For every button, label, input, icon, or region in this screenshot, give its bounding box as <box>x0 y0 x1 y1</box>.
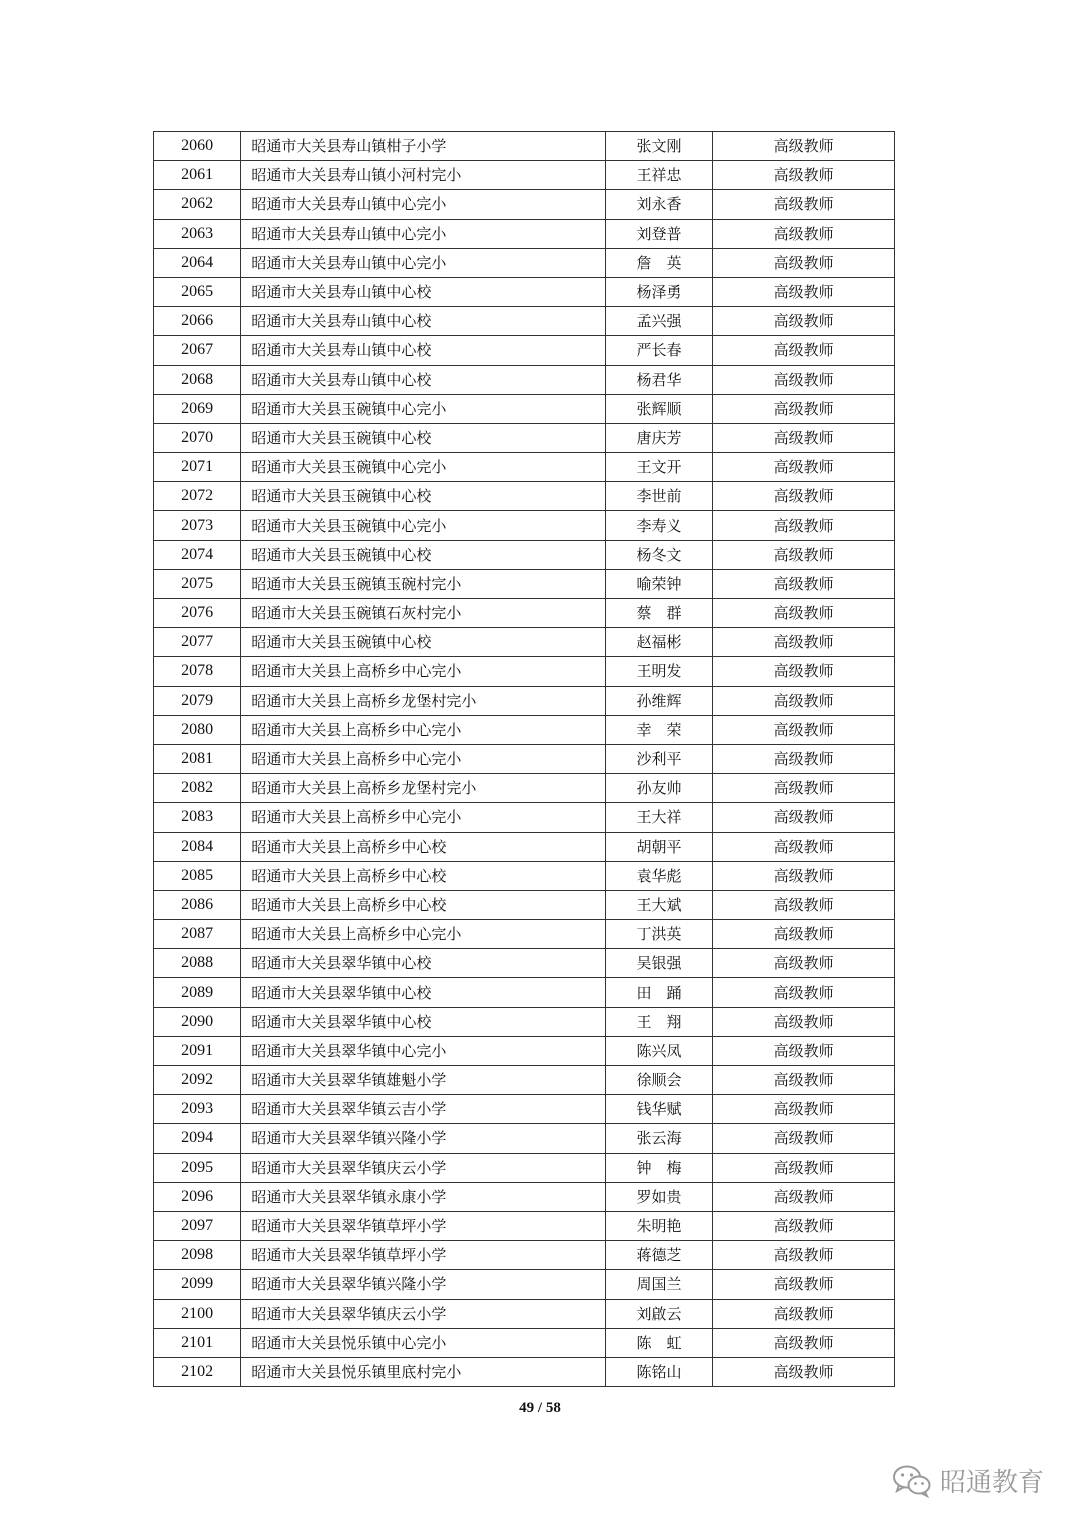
row-number-cell: 2077 <box>154 628 241 657</box>
table-row <box>154 394 895 423</box>
job-title-cell: 高级教师 <box>713 248 895 277</box>
teacher-name-cell: 王明发 <box>605 657 712 686</box>
row-number-cell: 2100 <box>154 1299 241 1328</box>
job-title-cell: 高级教师 <box>713 1153 895 1182</box>
school-cell: 昭通市大关县翠华镇草坪小学 <box>241 1211 605 1240</box>
job-title-cell: 高级教师 <box>713 1066 895 1095</box>
school-cell: 昭通市大关县寿山镇小河村完小 <box>241 161 605 190</box>
job-title-cell: 高级教师 <box>713 1299 895 1328</box>
job-title-cell: 高级教师 <box>713 569 895 598</box>
school-cell: 昭通市大关县玉碗镇中心完小 <box>241 394 605 423</box>
school-cell: 昭通市大关县寿山镇中心完小 <box>241 219 605 248</box>
row-number-cell: 2061 <box>154 161 241 190</box>
table-row <box>154 569 895 598</box>
table-row <box>154 453 895 482</box>
row-number-cell: 2081 <box>154 744 241 773</box>
row-number-cell: 2066 <box>154 307 241 336</box>
table-row <box>154 1007 895 1036</box>
teacher-name-cell: 罗如贵 <box>605 1182 712 1211</box>
job-title-cell: 高级教师 <box>713 949 895 978</box>
row-number-cell: 2090 <box>154 1007 241 1036</box>
row-number-cell: 2091 <box>154 1036 241 1065</box>
teacher-name-cell: 丁洪英 <box>605 920 712 949</box>
teacher-name-cell: 王文开 <box>605 453 712 482</box>
job-title-cell: 高级教师 <box>713 511 895 540</box>
table-row <box>154 1124 895 1153</box>
page-number: 49 / 58 <box>519 1400 561 1416</box>
table-row <box>154 744 895 773</box>
teacher-name-cell: 钱华赋 <box>605 1095 712 1124</box>
school-cell: 昭通市大关县上高桥乡中心完小 <box>241 803 605 832</box>
table-row <box>154 1153 895 1182</box>
school-cell: 昭通市大关县翠华镇兴隆小学 <box>241 1124 605 1153</box>
school-cell: 昭通市大关县翠华镇雄魁小学 <box>241 1066 605 1095</box>
row-number-cell: 2080 <box>154 715 241 744</box>
table-row <box>154 132 895 161</box>
roster-body <box>154 132 895 1387</box>
job-title-cell: 高级教师 <box>713 1211 895 1240</box>
table-row <box>154 307 895 336</box>
teacher-name-cell: 钟 梅 <box>605 1153 712 1182</box>
row-number-cell: 2098 <box>154 1241 241 1270</box>
job-title-cell: 高级教师 <box>713 686 895 715</box>
teacher-name-cell: 张文刚 <box>605 132 712 161</box>
job-title-cell: 高级教师 <box>713 1124 895 1153</box>
job-title-cell: 高级教师 <box>713 1182 895 1211</box>
table-row <box>154 628 895 657</box>
table-row <box>154 861 895 890</box>
job-title-cell: 高级教师 <box>713 920 895 949</box>
school-cell: 昭通市大关县翠华镇庆云小学 <box>241 1299 605 1328</box>
row-number-cell: 2096 <box>154 1182 241 1211</box>
table-row <box>154 1299 895 1328</box>
teacher-name-cell: 刘啟云 <box>605 1299 712 1328</box>
teacher-name-cell: 赵福彬 <box>605 628 712 657</box>
row-number-cell: 2079 <box>154 686 241 715</box>
teacher-name-cell: 刘登普 <box>605 219 712 248</box>
teacher-name-cell: 王大祥 <box>605 803 712 832</box>
school-cell: 昭通市大关县上高桥乡龙堡村完小 <box>241 686 605 715</box>
teacher-name-cell: 吴银强 <box>605 949 712 978</box>
row-number-cell: 2075 <box>154 569 241 598</box>
school-cell: 昭通市大关县翠华镇云吉小学 <box>241 1095 605 1124</box>
wechat-icon <box>892 1464 932 1498</box>
row-number-cell: 2084 <box>154 832 241 861</box>
row-number-cell: 2060 <box>154 132 241 161</box>
row-number-cell: 2102 <box>154 1357 241 1386</box>
school-cell: 昭通市大关县玉碗镇中心校 <box>241 628 605 657</box>
table-row <box>154 715 895 744</box>
school-cell: 昭通市大关县上高桥乡中心完小 <box>241 657 605 686</box>
row-number-cell: 2071 <box>154 453 241 482</box>
job-title-cell: 高级教师 <box>713 1328 895 1357</box>
job-title-cell: 高级教师 <box>713 774 895 803</box>
school-cell: 昭通市大关县玉碗镇中心校 <box>241 423 605 452</box>
table-row <box>154 1357 895 1386</box>
row-number-cell: 2076 <box>154 599 241 628</box>
row-number-cell: 2083 <box>154 803 241 832</box>
row-number-cell: 2063 <box>154 219 241 248</box>
job-title-cell: 高级教师 <box>713 132 895 161</box>
teacher-name-cell: 李世前 <box>605 482 712 511</box>
school-cell: 昭通市大关县翠华镇兴隆小学 <box>241 1270 605 1299</box>
teacher-name-cell: 袁华彪 <box>605 861 712 890</box>
teacher-name-cell: 徐顺会 <box>605 1066 712 1095</box>
watermark <box>892 1462 1044 1499</box>
job-title-cell: 高级教师 <box>713 1036 895 1065</box>
teacher-name-cell: 张云海 <box>605 1124 712 1153</box>
teacher-name-cell: 杨君华 <box>605 365 712 394</box>
school-cell: 昭通市大关县玉碗镇中心完小 <box>241 511 605 540</box>
school-cell: 昭通市大关县寿山镇中心校 <box>241 277 605 306</box>
school-cell: 昭通市大关县玉碗镇中心校 <box>241 482 605 511</box>
table-row <box>154 365 895 394</box>
row-number-cell: 2082 <box>154 774 241 803</box>
table-row <box>154 890 895 919</box>
school-cell: 昭通市大关县翠华镇中心校 <box>241 978 605 1007</box>
job-title-cell: 高级教师 <box>713 628 895 657</box>
row-number-cell: 2097 <box>154 1211 241 1240</box>
table-row <box>154 1328 895 1357</box>
job-title-cell: 高级教师 <box>713 453 895 482</box>
teacher-name-cell: 田 踊 <box>605 978 712 1007</box>
teacher-name-cell: 孟兴强 <box>605 307 712 336</box>
school-cell: 昭通市大关县寿山镇中心校 <box>241 365 605 394</box>
school-cell: 昭通市大关县悦乐镇里底村完小 <box>241 1357 605 1386</box>
row-number-cell: 2088 <box>154 949 241 978</box>
job-title-cell: 高级教师 <box>713 803 895 832</box>
table-row <box>154 423 895 452</box>
job-title-cell: 高级教师 <box>713 482 895 511</box>
teacher-name-cell: 李寿义 <box>605 511 712 540</box>
job-title-cell: 高级教师 <box>713 1357 895 1386</box>
school-cell: 昭通市大关县寿山镇中心校 <box>241 336 605 365</box>
school-cell: 昭通市大关县玉碗镇中心校 <box>241 540 605 569</box>
table-row <box>154 1211 895 1240</box>
row-number-cell: 2070 <box>154 423 241 452</box>
table-row <box>154 511 895 540</box>
teacher-name-cell: 陈 虹 <box>605 1328 712 1357</box>
job-title-cell: 高级教师 <box>713 365 895 394</box>
school-cell: 昭通市大关县上高桥乡中心完小 <box>241 744 605 773</box>
row-number-cell: 2093 <box>154 1095 241 1124</box>
school-cell: 昭通市大关县上高桥乡中心完小 <box>241 715 605 744</box>
school-cell: 昭通市大关县翠华镇庆云小学 <box>241 1153 605 1182</box>
job-title-cell: 高级教师 <box>713 1007 895 1036</box>
teacher-name-cell: 喻荣钟 <box>605 569 712 598</box>
school-cell: 昭通市大关县玉碗镇石灰村完小 <box>241 599 605 628</box>
row-number-cell: 2072 <box>154 482 241 511</box>
job-title-cell: 高级教师 <box>713 423 895 452</box>
table-row <box>154 336 895 365</box>
job-title-cell: 高级教师 <box>713 219 895 248</box>
job-title-cell: 高级教师 <box>713 861 895 890</box>
job-title-cell: 高级教师 <box>713 744 895 773</box>
row-number-cell: 2078 <box>154 657 241 686</box>
teacher-name-cell: 幸 荣 <box>605 715 712 744</box>
job-title-cell: 高级教师 <box>713 890 895 919</box>
roster-table <box>153 131 895 1387</box>
table-row <box>154 920 895 949</box>
teacher-name-cell: 唐庆芳 <box>605 423 712 452</box>
job-title-cell: 高级教师 <box>713 190 895 219</box>
school-cell: 昭通市大关县上高桥乡中心完小 <box>241 920 605 949</box>
job-title-cell: 高级教师 <box>713 1241 895 1270</box>
table-row <box>154 1241 895 1270</box>
table-row <box>154 219 895 248</box>
table-row <box>154 1270 895 1299</box>
table-row <box>154 161 895 190</box>
table-row <box>154 657 895 686</box>
school-cell: 昭通市大关县上高桥乡龙堡村完小 <box>241 774 605 803</box>
school-cell: 昭通市大关县上高桥乡中心校 <box>241 832 605 861</box>
teacher-name-cell: 王祥忠 <box>605 161 712 190</box>
teacher-name-cell: 詹 英 <box>605 248 712 277</box>
row-number-cell: 2085 <box>154 861 241 890</box>
table-row <box>154 774 895 803</box>
row-number-cell: 2086 <box>154 890 241 919</box>
row-number-cell: 2101 <box>154 1328 241 1357</box>
school-cell: 昭通市大关县翠华镇永康小学 <box>241 1182 605 1211</box>
teacher-name-cell: 朱明艳 <box>605 1211 712 1240</box>
table-row <box>154 686 895 715</box>
table-row <box>154 978 895 1007</box>
school-cell: 昭通市大关县上高桥乡中心校 <box>241 861 605 890</box>
school-cell: 昭通市大关县翠华镇草坪小学 <box>241 1241 605 1270</box>
job-title-cell: 高级教师 <box>713 599 895 628</box>
teacher-name-cell: 刘永香 <box>605 190 712 219</box>
table-row <box>154 540 895 569</box>
row-number-cell: 2064 <box>154 248 241 277</box>
school-cell: 昭通市大关县寿山镇中心完小 <box>241 248 605 277</box>
teacher-name-cell: 孙友帅 <box>605 774 712 803</box>
teacher-name-cell: 王 翔 <box>605 1007 712 1036</box>
teacher-name-cell: 沙利平 <box>605 744 712 773</box>
row-number-cell: 2065 <box>154 277 241 306</box>
job-title-cell: 高级教师 <box>713 336 895 365</box>
job-title-cell: 高级教师 <box>713 1095 895 1124</box>
job-title-cell: 高级教师 <box>713 832 895 861</box>
table-row <box>154 190 895 219</box>
school-cell: 昭通市大关县寿山镇中心校 <box>241 307 605 336</box>
table-row <box>154 1182 895 1211</box>
row-number-cell: 2092 <box>154 1066 241 1095</box>
job-title-cell: 高级教师 <box>713 978 895 1007</box>
teacher-name-cell: 严长春 <box>605 336 712 365</box>
job-title-cell: 高级教师 <box>713 307 895 336</box>
school-cell: 昭通市大关县上高桥乡中心校 <box>241 890 605 919</box>
table-row <box>154 803 895 832</box>
row-number-cell: 2089 <box>154 978 241 1007</box>
row-number-cell: 2062 <box>154 190 241 219</box>
teacher-name-cell: 蔡 群 <box>605 599 712 628</box>
watermark-text: 昭通教育 <box>939 1468 1044 1498</box>
table-row <box>154 482 895 511</box>
teacher-name-cell: 陈铭山 <box>605 1357 712 1386</box>
job-title-cell: 高级教师 <box>713 540 895 569</box>
job-title-cell: 高级教师 <box>713 715 895 744</box>
school-cell: 昭通市大关县翠华镇中心完小 <box>241 1036 605 1065</box>
row-number-cell: 2095 <box>154 1153 241 1182</box>
job-title-cell: 高级教师 <box>713 657 895 686</box>
school-cell: 昭通市大关县玉碗镇玉碗村完小 <box>241 569 605 598</box>
teacher-name-cell: 杨冬文 <box>605 540 712 569</box>
teacher-name-cell: 杨泽勇 <box>605 277 712 306</box>
row-number-cell: 2073 <box>154 511 241 540</box>
job-title-cell: 高级教师 <box>713 1270 895 1299</box>
school-cell: 昭通市大关县翠华镇中心校 <box>241 1007 605 1036</box>
job-title-cell: 高级教师 <box>713 277 895 306</box>
row-number-cell: 2068 <box>154 365 241 394</box>
table-row <box>154 248 895 277</box>
table-row <box>154 1036 895 1065</box>
table-row <box>154 1095 895 1124</box>
school-cell: 昭通市大关县玉碗镇中心完小 <box>241 453 605 482</box>
row-number-cell: 2087 <box>154 920 241 949</box>
table-row <box>154 949 895 978</box>
row-number-cell: 2074 <box>154 540 241 569</box>
teacher-name-cell: 张辉顺 <box>605 394 712 423</box>
row-number-cell: 2094 <box>154 1124 241 1153</box>
teacher-name-cell: 孙维辉 <box>605 686 712 715</box>
teacher-name-cell: 王大斌 <box>605 890 712 919</box>
row-number-cell: 2069 <box>154 394 241 423</box>
table-row <box>154 599 895 628</box>
school-cell: 昭通市大关县悦乐镇中心完小 <box>241 1328 605 1357</box>
table-row <box>154 277 895 306</box>
school-cell: 昭通市大关县翠华镇中心校 <box>241 949 605 978</box>
table-row <box>154 832 895 861</box>
teacher-name-cell: 陈兴凤 <box>605 1036 712 1065</box>
teacher-name-cell: 胡朝平 <box>605 832 712 861</box>
job-title-cell: 高级教师 <box>713 161 895 190</box>
job-title-cell: 高级教师 <box>713 394 895 423</box>
school-cell: 昭通市大关县寿山镇柑子小学 <box>241 132 605 161</box>
row-number-cell: 2099 <box>154 1270 241 1299</box>
school-cell: 昭通市大关县寿山镇中心完小 <box>241 190 605 219</box>
table-row <box>154 1066 895 1095</box>
row-number-cell: 2067 <box>154 336 241 365</box>
teacher-name-cell: 蒋德芝 <box>605 1241 712 1270</box>
teacher-name-cell: 周国兰 <box>605 1270 712 1299</box>
